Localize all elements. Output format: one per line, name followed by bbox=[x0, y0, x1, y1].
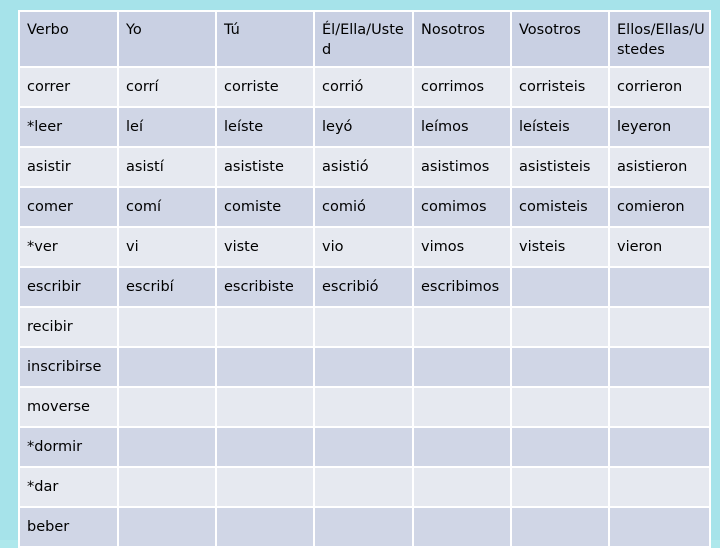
cell-ellos-ellas-ustedes: leyeron bbox=[609, 107, 710, 147]
cell-vosotros bbox=[511, 347, 609, 387]
cell-nosotros bbox=[413, 507, 511, 547]
cell-ellos-ellas-ustedes bbox=[609, 387, 710, 427]
cell-nosotros bbox=[413, 427, 511, 467]
cell-vosotros bbox=[511, 467, 609, 507]
cell-vosotros: visteis bbox=[511, 227, 609, 267]
cell-yo bbox=[118, 467, 216, 507]
cell-verbo: *dormir bbox=[19, 427, 118, 467]
header-cell-nosotros: Nosotros bbox=[413, 11, 511, 67]
cell-nosotros: corrimos bbox=[413, 67, 511, 107]
cell-ellos-ellas-ustedes bbox=[609, 427, 710, 467]
cell-yo: escribí bbox=[118, 267, 216, 307]
cell-verbo: asistir bbox=[19, 147, 118, 187]
header-cell-verbo: Verbo bbox=[19, 11, 118, 67]
conjugation-table bbox=[18, 10, 711, 548]
table-row bbox=[19, 307, 710, 347]
cell-el-ella-usted: escribió bbox=[314, 267, 413, 307]
cell-tu: leíste bbox=[216, 107, 314, 147]
cell-tu: corriste bbox=[216, 67, 314, 107]
cell-verbo: escribir bbox=[19, 267, 118, 307]
table-row bbox=[19, 227, 710, 267]
cell-yo bbox=[118, 307, 216, 347]
cell-yo bbox=[118, 387, 216, 427]
table-row bbox=[19, 187, 710, 227]
cell-nosotros bbox=[413, 307, 511, 347]
cell-vosotros: asististeis bbox=[511, 147, 609, 187]
table-row bbox=[19, 107, 710, 147]
cell-ellos-ellas-ustedes bbox=[609, 467, 710, 507]
cell-el-ella-usted: vio bbox=[314, 227, 413, 267]
cell-yo bbox=[118, 347, 216, 387]
cell-vosotros bbox=[511, 307, 609, 347]
header-cell-ellos-ellas-ustedes: Ellos/Ellas/Ustedes bbox=[609, 11, 710, 67]
cell-el-ella-usted: asistió bbox=[314, 147, 413, 187]
cell-yo bbox=[118, 427, 216, 467]
cell-verbo: comer bbox=[19, 187, 118, 227]
table-row bbox=[19, 267, 710, 307]
cell-verbo: beber bbox=[19, 507, 118, 547]
cell-nosotros bbox=[413, 467, 511, 507]
cell-el-ella-usted: corrió bbox=[314, 67, 413, 107]
cell-ellos-ellas-ustedes: vieron bbox=[609, 227, 710, 267]
cell-el-ella-usted bbox=[314, 347, 413, 387]
cell-verbo: inscribirse bbox=[19, 347, 118, 387]
cell-el-ella-usted: comió bbox=[314, 187, 413, 227]
cell-el-ella-usted bbox=[314, 507, 413, 547]
table-row bbox=[19, 67, 710, 107]
cell-vosotros bbox=[511, 267, 609, 307]
cell-tu: asististe bbox=[216, 147, 314, 187]
header-cell-tu: Tú bbox=[216, 11, 314, 67]
cell-ellos-ellas-ustedes bbox=[609, 267, 710, 307]
header-row bbox=[19, 11, 710, 67]
cell-vosotros: comisteis bbox=[511, 187, 609, 227]
cell-yo: vi bbox=[118, 227, 216, 267]
cell-tu bbox=[216, 307, 314, 347]
cell-yo: corrí bbox=[118, 67, 216, 107]
cell-tu bbox=[216, 387, 314, 427]
cell-ellos-ellas-ustedes: comieron bbox=[609, 187, 710, 227]
cell-tu: comiste bbox=[216, 187, 314, 227]
cell-ellos-ellas-ustedes bbox=[609, 507, 710, 547]
cell-tu: escribiste bbox=[216, 267, 314, 307]
table-row bbox=[19, 147, 710, 187]
cell-nosotros: vimos bbox=[413, 227, 511, 267]
cell-vosotros: corristeis bbox=[511, 67, 609, 107]
cell-vosotros bbox=[511, 507, 609, 547]
cell-yo: asistí bbox=[118, 147, 216, 187]
cell-tu: viste bbox=[216, 227, 314, 267]
cell-ellos-ellas-ustedes: asistieron bbox=[609, 147, 710, 187]
cell-el-ella-usted bbox=[314, 387, 413, 427]
cell-verbo: *dar bbox=[19, 467, 118, 507]
cell-verbo: *leer bbox=[19, 107, 118, 147]
cell-tu bbox=[216, 347, 314, 387]
cell-tu bbox=[216, 427, 314, 467]
cell-tu bbox=[216, 507, 314, 547]
cell-el-ella-usted bbox=[314, 467, 413, 507]
cell-verbo: *ver bbox=[19, 227, 118, 267]
cell-vosotros bbox=[511, 387, 609, 427]
header-cell-vosotros: Vosotros bbox=[511, 11, 609, 67]
cell-tu bbox=[216, 467, 314, 507]
cell-el-ella-usted bbox=[314, 307, 413, 347]
header-cell-yo: Yo bbox=[118, 11, 216, 67]
cell-el-ella-usted: leyó bbox=[314, 107, 413, 147]
cell-nosotros: comimos bbox=[413, 187, 511, 227]
cell-nosotros: leímos bbox=[413, 107, 511, 147]
cell-yo: leí bbox=[118, 107, 216, 147]
cell-yo bbox=[118, 507, 216, 547]
table-row bbox=[19, 427, 710, 467]
cell-el-ella-usted bbox=[314, 427, 413, 467]
cell-verbo: recibir bbox=[19, 307, 118, 347]
cell-verbo: moverse bbox=[19, 387, 118, 427]
cell-vosotros: leísteis bbox=[511, 107, 609, 147]
cell-yo: comí bbox=[118, 187, 216, 227]
table-row bbox=[19, 507, 710, 547]
table-row bbox=[19, 387, 710, 427]
cell-nosotros bbox=[413, 347, 511, 387]
cell-verbo: correr bbox=[19, 67, 118, 107]
table-row bbox=[19, 467, 710, 507]
cell-nosotros bbox=[413, 387, 511, 427]
cell-nosotros: asistimos bbox=[413, 147, 511, 187]
header-cell-el-ella-usted: Él/Ella/Usted bbox=[314, 11, 413, 67]
cell-ellos-ellas-ustedes: corrieron bbox=[609, 67, 710, 107]
cell-nosotros: escribimos bbox=[413, 267, 511, 307]
cell-ellos-ellas-ustedes bbox=[609, 347, 710, 387]
table-row bbox=[19, 347, 710, 387]
cell-ellos-ellas-ustedes bbox=[609, 307, 710, 347]
cell-vosotros bbox=[511, 427, 609, 467]
